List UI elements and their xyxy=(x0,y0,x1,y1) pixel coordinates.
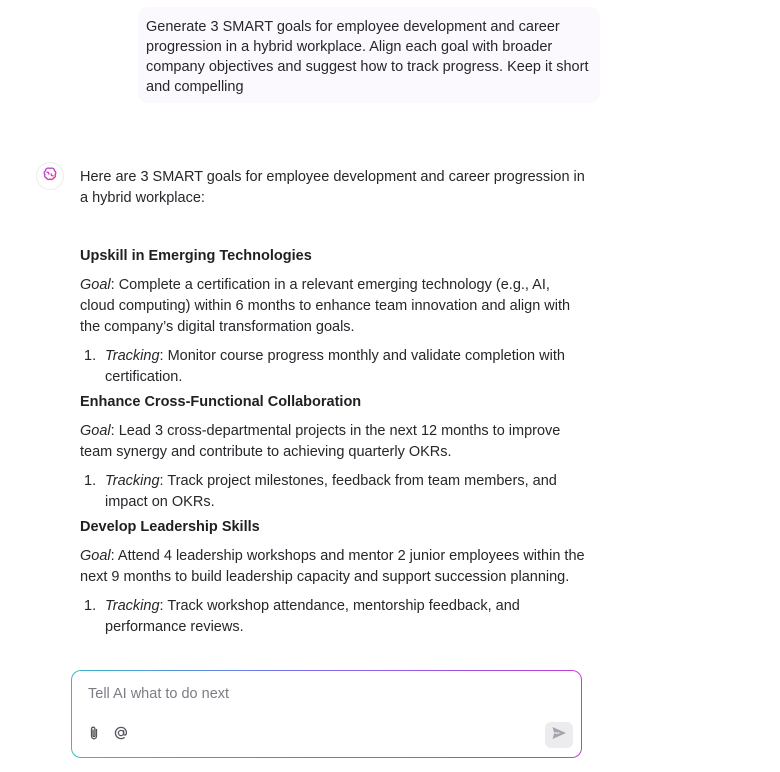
tracking-text: : Monitor course progress monthly and validate completion with certification. xyxy=(105,348,565,385)
tracking-item xyxy=(80,596,585,638)
goal-title: Enhance Cross-Functional Collaboration xyxy=(80,394,362,410)
user-message-text: Generate 3 SMART goals for employee development and career progression in a hybrid workplace. Align each goal with broader company objectives and suggest how to track progress. Keep it short and compelling xyxy=(146,19,589,95)
send-button[interactable] xyxy=(545,722,573,748)
goal-description xyxy=(80,421,585,463)
ai-avatar xyxy=(36,162,64,190)
goal-title: Develop Leadership Skills xyxy=(80,519,260,535)
tracking-text: : Track project milestones, feedback from team members, and impact on OKRs. xyxy=(105,473,557,510)
tracking-item xyxy=(80,471,585,513)
assistant-response xyxy=(80,167,585,642)
tracking-list xyxy=(80,471,585,513)
ai-brain-icon xyxy=(42,166,58,187)
paperclip-icon xyxy=(86,725,102,746)
tracking-item xyxy=(80,346,585,388)
goal-text: : Lead 3 cross-departmental projects in the next 12 months to improve team synergy and contribute to achieving quarterly OKRs. xyxy=(80,423,561,460)
tracking-label: Tracking xyxy=(105,473,160,489)
goal-label: Goal xyxy=(80,277,111,293)
attach-button[interactable] xyxy=(84,725,104,745)
tracking-label: Tracking xyxy=(105,598,160,614)
list-number: 1. xyxy=(84,473,97,489)
tracking-list xyxy=(80,346,585,388)
tracking-label: Tracking xyxy=(105,348,160,364)
goal-text: : Attend 4 leadership workshops and mentor 2 junior employees within the next 9 months to build leadership capacity and support succession planning. xyxy=(80,548,585,585)
list-number: 1. xyxy=(84,598,97,614)
goal-text: : Complete a certification in a relevant emerging technology (e.g., AI, cloud computing) within 6 months to enhance team innovation and align with the company’s digital transformation goals. xyxy=(80,277,571,335)
composer-body xyxy=(72,671,581,757)
user-message-bubble xyxy=(138,7,600,103)
goal-label: Goal xyxy=(80,423,111,439)
send-icon xyxy=(551,726,567,745)
goal-label: Goal xyxy=(80,548,111,564)
tracking-text: : Track workshop attendance, mentorship feedback, and performance reviews. xyxy=(105,598,520,635)
mention-button[interactable] xyxy=(111,725,131,745)
prompt-input[interactable] xyxy=(88,683,558,705)
goal-description xyxy=(80,275,585,338)
at-sign-icon xyxy=(113,725,129,746)
goal-description xyxy=(80,546,585,588)
goal-title: Upskill in Emerging Technologies xyxy=(80,248,312,264)
tracking-list xyxy=(80,596,585,638)
response-intro: Here are 3 SMART goals for employee development and career progression in a hybrid workplace: xyxy=(80,169,585,206)
list-number: 1. xyxy=(84,348,97,364)
prompt-composer xyxy=(71,670,582,758)
